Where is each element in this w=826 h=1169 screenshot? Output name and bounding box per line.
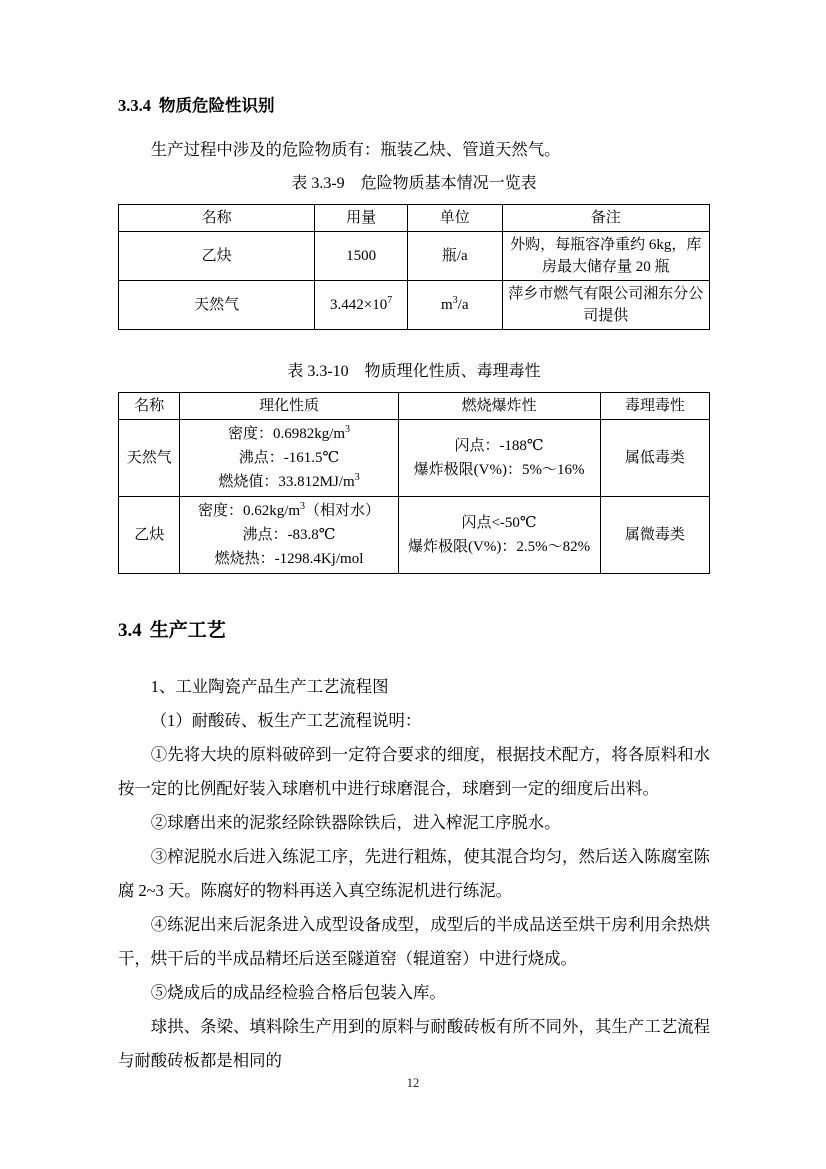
unit-exponent: 3 (452, 295, 458, 306)
section-heading-3-4 (118, 618, 710, 644)
amount-value: 3.442×10 (329, 297, 388, 313)
phys-line-boiling (185, 446, 392, 470)
phys-text: 沸点：-161.5℃ (238, 450, 340, 466)
process-paragraph-8: 球拱、条梁、填料除生产用到的原料与耐酸砖板有所不同外，其生产工艺流程与耐酸砖板都是相同的 (118, 1017, 710, 1070)
table1-header-name: 名称 (119, 205, 315, 232)
explosive-flash-point: 闪点<-50℃ (461, 515, 537, 531)
cell-material-name: 乙炔 (119, 497, 180, 574)
unit-suffix: /a (456, 248, 468, 264)
table-row (119, 497, 710, 574)
phys-text: 沸点：-83.8℃ (242, 527, 336, 543)
table-row (119, 420, 710, 497)
hazard-materials-table (118, 204, 710, 330)
cell-toxicity: 属微毒类 (600, 497, 709, 574)
phys-line-heat (185, 470, 392, 494)
phys-text: 燃烧热：-1298.4Kj/mol (214, 551, 364, 567)
cell-amount (315, 281, 408, 330)
process-paragraph-2: （1）耐酸砖、板生产工艺流程说明： (150, 711, 422, 730)
process-paragraph-4: ②球磨出来的泥浆经除铁器除铁后，进入榨泥工序脱水。 (150, 813, 561, 832)
phys-line-heat (185, 547, 392, 571)
unit-base: 瓶 (441, 248, 457, 264)
process-paragraph-3: ①先将大块的原料破碎到一定符合要求的细度，根据技术配方，将各原料和水按一定的比例配好装入球磨机中进行球磨混合，球磨到一定的细度后出料。 (118, 745, 710, 798)
table2-header-explosive: 燃烧爆炸性 (398, 393, 600, 420)
cell-material-name: 天然气 (119, 281, 315, 330)
section-number: 3.3.4 (118, 96, 151, 115)
amount-exponent: 7 (387, 295, 393, 306)
section-title: 物质危险性识别 (159, 96, 275, 115)
cell-unit (407, 232, 502, 281)
phys-text: 燃烧值：33.812MJ/m (218, 474, 355, 490)
cell-explosive (398, 420, 600, 497)
explosive-limits: 爆炸极限(V%)：5%～16% (413, 462, 585, 478)
process-paragraph-1: 1、工业陶瓷产品生产工艺流程图 (150, 677, 389, 696)
phys-line-density (185, 422, 392, 446)
page-number: 12 (406, 1076, 420, 1090)
phys-exponent: 3 (354, 472, 360, 483)
phys-line-density (185, 499, 392, 523)
explosive-flash-point: 闪点：-188℃ (454, 438, 544, 454)
phys-text: 密度：0.62kg/m (197, 503, 301, 519)
table-row (119, 281, 710, 330)
phys-suffix: （相对水） (305, 503, 381, 519)
table2-header-toxicity: 毒理毒性 (600, 393, 709, 420)
amount-value: 1500 (346, 248, 377, 264)
cell-unit (407, 281, 502, 330)
process-paragraph-6: ④练泥出来后泥条进入成型设备成型，成型后的半成品送至烘干房利用余热烘干，烘干后的半成品精坯后送至隧道窑（辊道窑）中进行烧成。 (118, 915, 710, 968)
cell-explosive (398, 497, 600, 574)
phys-exponent: 3 (345, 424, 351, 435)
process-paragraph-5: ③榨泥脱水后进入练泥工序，先进行粗炼，使其混合均匀，然后送入陈腐室陈腐 2~3 天。陈腐好的物料再送入真空练泥机进行练泥。 (118, 847, 710, 900)
cell-phys-properties (180, 420, 398, 497)
section-heading-3-3-4 (118, 94, 710, 118)
explosive-limits: 爆炸极限(V%)：2.5%～82% (408, 539, 591, 555)
table1-header-row (119, 205, 710, 232)
cell-toxicity: 属低毒类 (600, 420, 709, 497)
cell-amount (315, 232, 408, 281)
cell-remark: 萍乡市燃气有限公司湘东分公司提供 (502, 281, 709, 330)
cell-phys-properties (180, 497, 398, 574)
intro-paragraph: 生产过程中涉及的危险物质有：瓶装乙炔、管道天然气。 (150, 140, 561, 159)
cell-material-name: 天然气 (119, 420, 180, 497)
table1-caption: 表 3.3-9 危险物质基本情况一览表 (291, 175, 537, 192)
table2-header-physical: 理化性质 (180, 393, 398, 420)
section-title: 生产工艺 (149, 620, 226, 641)
table2-header-name: 名称 (119, 393, 180, 420)
properties-toxicity-table (118, 392, 710, 574)
phys-line-boiling (185, 523, 392, 547)
process-paragraph-7: ⑤烧成后的成品经检验合格后包装入库。 (150, 983, 446, 1002)
table2-header-row (119, 393, 710, 420)
unit-base: m (441, 297, 453, 313)
table-row (119, 232, 710, 281)
table1-header-amount: 用量 (315, 205, 408, 232)
cell-material-name: 乙炔 (119, 232, 315, 281)
phys-text: 密度：0.6982kg/m (227, 426, 346, 442)
table1-header-unit: 单位 (407, 205, 502, 232)
cell-remark: 外购，每瓶容净重约 6kg，库房最大储存量 20 瓶 (502, 232, 709, 281)
table2-caption: 表 3.3-10 物质理化性质、毒理毒性 (287, 363, 541, 380)
table1-header-remark: 备注 (502, 205, 709, 232)
unit-suffix: /a (457, 297, 469, 313)
phys-exponent: 3 (300, 501, 306, 512)
section-number: 3.4 (118, 620, 142, 641)
